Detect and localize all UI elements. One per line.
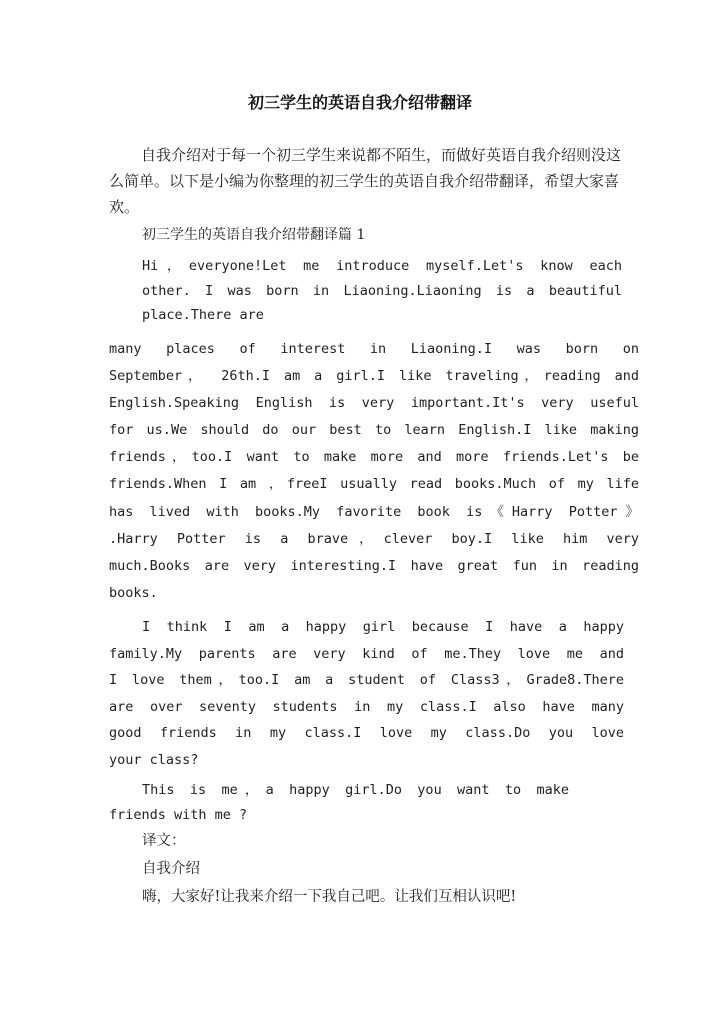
- english-paragraph-1: [109, 336, 639, 607]
- english-paragraph-2: [109, 614, 624, 774]
- text-line: family.My parents are very kind of me.They love me and: [109, 645, 624, 662]
- text-line: I think I am a happy girl because I have a happy: [142, 619, 624, 635]
- text-line: .Harry Potter is a brave，clever boy.I like him very: [109, 530, 639, 547]
- text-line: friends，too.I want to make more and more friends.Let's be: [109, 449, 639, 466]
- intro-paragraph: 自我介绍对于每一个初三学生来说都不陌生，而做好英语自我介绍则没这么简单。以下是小编为你整理的初三学生的英语自我介绍带翻译，希望大家喜欢。: [109, 146, 622, 216]
- text-line: English.Speaking English is very important.It's very useful: [109, 395, 639, 412]
- english-paragraph-1-indented: [142, 254, 622, 328]
- section-heading: 初三学生的英语自我介绍带翻译篇 1: [142, 227, 366, 243]
- text-line: has lived with books.My favorite book is《Harry Potter》: [109, 503, 639, 520]
- text-line: I love them，too.I am a student of Class3，Grade8.There: [109, 672, 624, 689]
- text-line: good friends in my class.I love my class.Do you love: [109, 725, 624, 742]
- document-title: 初三学生的英语自我介绍带翻译: [247, 93, 472, 112]
- text-line: your class?: [109, 751, 199, 768]
- english-paragraph-3: [109, 778, 569, 828]
- text-line: books.: [109, 584, 158, 601]
- text-line: many places of interest in Liaoning.I was born on: [109, 341, 639, 357]
- text-line: September， 26th.I am a girl.I like traveling，reading and: [109, 368, 639, 385]
- text-line: for us.We should do our best to learn English.I like making: [109, 422, 639, 439]
- text-line: friends with me ?: [109, 807, 248, 823]
- text-line: other. I was born in Liaoning.Liaoning is a beautiful: [142, 282, 622, 299]
- text-line: much.Books are very interesting.I have great fun in reading: [109, 557, 639, 574]
- text-line: This is me，a happy girl.Do you want to make: [142, 782, 569, 798]
- translation-first-line: 嗨，大家好!让我来介绍一下我自己吧。让我们互相认识吧!: [142, 889, 517, 905]
- translation-label: 译文：: [142, 833, 186, 849]
- text-line: friends.When I am ，freeI usually read books.Much of my life: [109, 476, 639, 493]
- translation-heading: 自我介绍: [142, 861, 200, 877]
- text-line: are over seventy students in my class.I also have many: [109, 698, 624, 715]
- text-line: place.There are: [142, 307, 264, 323]
- text-line: Hi，everyone!Let me introduce myself.Let's know each: [142, 258, 622, 274]
